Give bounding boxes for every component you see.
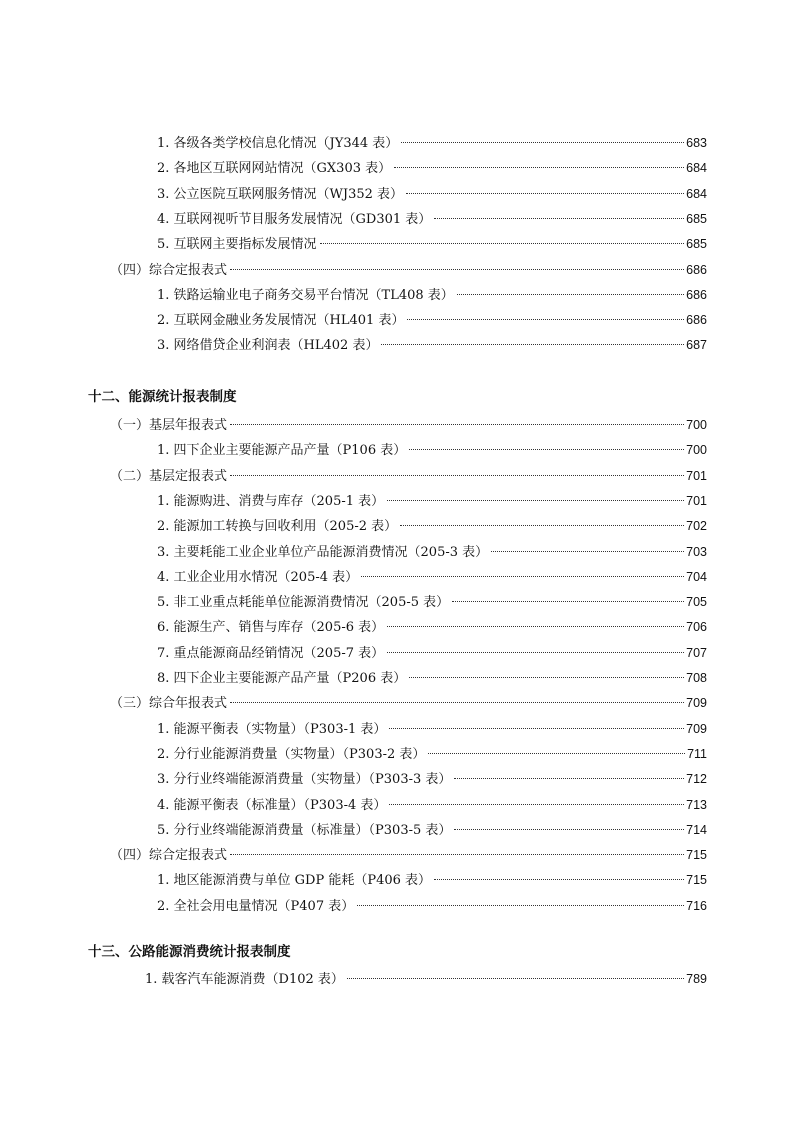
toc-entry[interactable] [157,516,707,536]
dot-leader [457,294,684,295]
page-number: 684 [686,186,707,201]
toc-entry[interactable] [157,335,707,355]
entry-title: 1. 能源购进、消费与库存（205-1 表） [157,493,385,509]
page-number: 683 [686,136,707,150]
toc-entry[interactable] [157,158,707,178]
page-number: 709 [686,721,707,736]
entry-title: 1. 铁路运输业电子商务交易平台情况（TL408 表） [157,287,454,303]
page-number: 713 [686,797,707,812]
page-number: 715 [686,873,707,888]
toc-subsection-entry[interactable] [110,845,707,865]
page-number: 704 [686,569,707,584]
page-number: 686 [686,313,707,328]
page-number: 685 [686,211,707,226]
page-number: 706 [686,620,707,635]
toc-entry[interactable] [145,969,707,989]
dot-leader [409,449,684,450]
dot-leader [401,142,684,143]
toc-entry[interactable] [157,643,707,663]
entry-title: 3. 网络借贷企业利润表（HL402 表） [157,338,379,354]
toc-entry[interactable] [157,542,707,562]
entry-title: 4. 互联网视听节目服务发展情况（GD301 表） [157,211,432,227]
page-number: 714 [686,822,707,837]
entry-title: 1. 地区能源消费与单位 GDP 能耗（P406 表） [157,873,432,889]
entry-title: 4. 能源平衡表（标准量）（P303-4 表） [157,797,387,813]
entry-title: （一）基层年报表式 [110,418,228,433]
dot-leader [230,424,684,425]
dot-leader [387,500,684,501]
page-number: 700 [686,443,707,458]
toc-entry[interactable] [157,567,707,587]
toc-entry[interactable] [157,310,707,330]
dot-leader [428,753,685,754]
toc-entry[interactable] [157,870,707,890]
toc-entry[interactable] [157,209,707,229]
entry-title: 3. 主要耗能工业企业单位产品能源消费情况（205-3 表） [157,544,489,560]
toc-subsection-entry[interactable] [110,260,707,280]
dot-leader [387,626,684,627]
dot-leader [389,804,684,805]
toc-entry[interactable] [157,820,707,840]
toc-entry[interactable] [157,744,707,764]
entry-title: 5. 互联网主要指标发展情况 [157,237,317,253]
dot-leader [434,879,684,880]
page-number: 685 [686,237,707,252]
entry-title: 4. 工业企业用水情况（205-4 表） [157,569,359,585]
toc-entry[interactable] [157,795,707,815]
toc-entry[interactable] [157,491,707,511]
entry-title: 3. 分行业终端能源消费量（实物量）（P303-3 表） [157,772,452,788]
entry-title: 1. 载客汽车能源消费（D102 表） [145,972,344,987]
entry-title: 3. 公立医院互联网服务情况（WJ352 表） [157,186,404,202]
entry-title: （三）综合年报表式 [110,696,228,712]
dot-leader [454,829,684,830]
toc-entry[interactable] [157,592,707,612]
toc-entry[interactable] [157,719,707,739]
entry-title: （二）基层定报表式 [110,468,228,484]
dot-leader [361,576,684,577]
page-number: 715 [686,848,707,863]
dot-leader [230,269,684,270]
entry-title: 7. 重点能源商品经销情况（205-7 表） [157,645,385,661]
page-number: 703 [686,544,707,559]
page-number: 686 [686,262,707,277]
dot-leader [407,319,684,320]
dot-leader [347,978,684,979]
dot-leader [434,218,684,219]
dot-leader [454,778,684,779]
entry-title: 1. 各级各类学校信息化情况（JY344 表） [157,136,399,151]
dot-leader [452,601,684,602]
dot-leader [357,905,684,906]
dot-leader [409,677,684,678]
page-number: 716 [686,898,707,913]
toc-entry[interactable] [157,769,707,789]
toc-subsection-entry[interactable] [110,693,707,713]
page-number: 700 [686,418,707,432]
page-number: 701 [686,493,707,508]
page-number: 701 [686,468,707,483]
toc-entry[interactable] [157,440,707,460]
page-number: 708 [686,671,707,685]
page-number: 709 [686,696,707,711]
page-number: 705 [686,595,707,610]
entry-title: 6. 能源生产、销售与库存（205-6 表） [157,620,385,636]
page-number: 711 [687,746,707,761]
dot-leader [230,854,684,855]
page-number: 702 [686,519,707,534]
dot-leader [230,475,684,476]
page-number: 789 [686,972,707,986]
dot-leader [400,525,684,526]
entry-title: 2. 全社会用电量情况（P407 表） [157,898,355,914]
toc-subsection-entry[interactable] [110,466,707,486]
toc-entry[interactable] [157,234,707,254]
dot-leader [387,652,684,653]
page-number: 687 [686,338,707,353]
section-heading: 十二、能源统计报表制度 [88,389,237,405]
entry-title: 2. 各地区互联网网站情况（GX303 表） [157,161,392,177]
entry-title: 8. 四下企业主要能源产品产量（P206 表） [157,671,407,686]
entry-title: （四）综合定报表式 [110,262,228,278]
page-number: 684 [686,161,707,176]
toc-entry[interactable] [157,896,707,916]
entry-title: 2. 分行业能源消费量（实物量）（P303-2 表） [157,746,426,762]
entry-title: 1. 四下企业主要能源产品产量（P106 表） [157,443,407,459]
entry-title: 5. 非工业重点耗能单位能源消费情况（205-5 表） [157,595,450,611]
dot-leader [389,728,684,729]
dot-leader [381,344,684,345]
page-number: 707 [686,645,707,660]
dot-leader [491,551,684,552]
entry-title: 2. 互联网金融业务发展情况（HL401 表） [157,313,405,329]
entry-title: 5. 分行业终端能源消费量（标准量）（P303-5 表） [157,822,452,838]
toc-entry[interactable] [157,285,707,305]
entry-title: 2. 能源加工转换与回收利用（205-2 表） [157,519,398,535]
dot-leader [320,243,685,244]
page-number: 712 [686,772,707,787]
entry-title: 1. 能源平衡表（实物量）（P303-1 表） [157,721,387,737]
toc-subsection-entry[interactable] [110,415,707,435]
entry-title: （四）综合定报表式 [110,848,228,864]
toc-entry[interactable] [157,617,707,637]
dot-leader [394,167,684,168]
toc-entry[interactable] [157,668,707,688]
toc-entry[interactable] [157,184,707,204]
dot-leader [230,702,684,703]
section-heading: 十三、公路能源消费统计报表制度 [88,944,291,960]
toc-entry[interactable] [157,133,707,153]
page-number: 686 [686,287,707,302]
dot-leader [406,193,684,194]
